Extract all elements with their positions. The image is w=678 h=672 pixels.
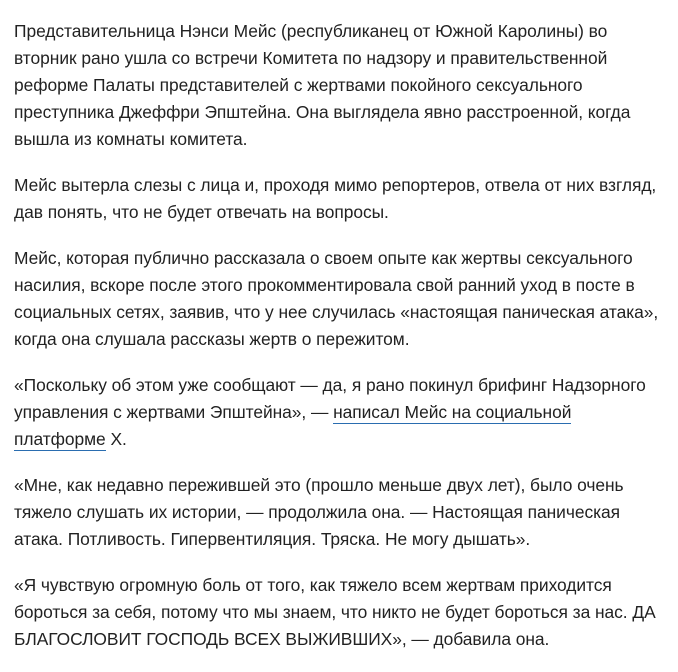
article-paragraph-6: «Я чувствую огромную боль от того, как тяжело всем жертвам приходится бороться за себя, потому что мы знаем, что никто не будет бороться за нас. ДА БЛАГОСЛОВИТ ГОСПОДЬ ВСЕХ ВЫЖИВШИХ», — добавила она. xyxy=(14,575,656,649)
social-post-link[interactable]: написал Мейс на социальной платформе xyxy=(14,402,572,449)
quote-text: «Поскольку об этом уже сообщают — да, я рано покинул брифинг Надзорного управления с жертвами Эпштейна», — xyxy=(14,375,646,422)
quote-text-end: X. xyxy=(105,429,127,449)
article-paragraph-1: Представительница Нэнси Мейс (республиканец от Южной Каролины) во вторник рано ушла со встречи Комитета по надзору и правительственной реформе Палаты представителей с жертвами покойного сексуального преступника Джеффри Эпштейна. Она выглядела явно расстроенной, когда вышла из комнаты комитета. xyxy=(14,21,631,149)
article-paragraph-4 xyxy=(14,372,664,453)
article-paragraph-5: «Мне, как недавно пережившей это (прошло меньше двух лет), было очень тяжело слушать их истории, — продолжила она. — Настоящая паническая атака. Потливость. Гипервентиляция. Тряска. Не могу дышать». xyxy=(14,475,624,549)
article-paragraph-3: Мейс, которая публично рассказала о своем опыте как жертвы сексуального насилия, вскоре после этого прокомментировала свой ранний уход в посте в социальных сетях, заявив, что у нее случилась «настоящая паническая атака», когда она слушала рассказы жертв о пережитом. xyxy=(14,248,659,349)
article-paragraph-2: Мейс вытерла слезы с лица и, проходя мимо репортеров, отвела от них взгляд, дав понять, что не будет отвечать на вопросы. xyxy=(14,175,657,222)
